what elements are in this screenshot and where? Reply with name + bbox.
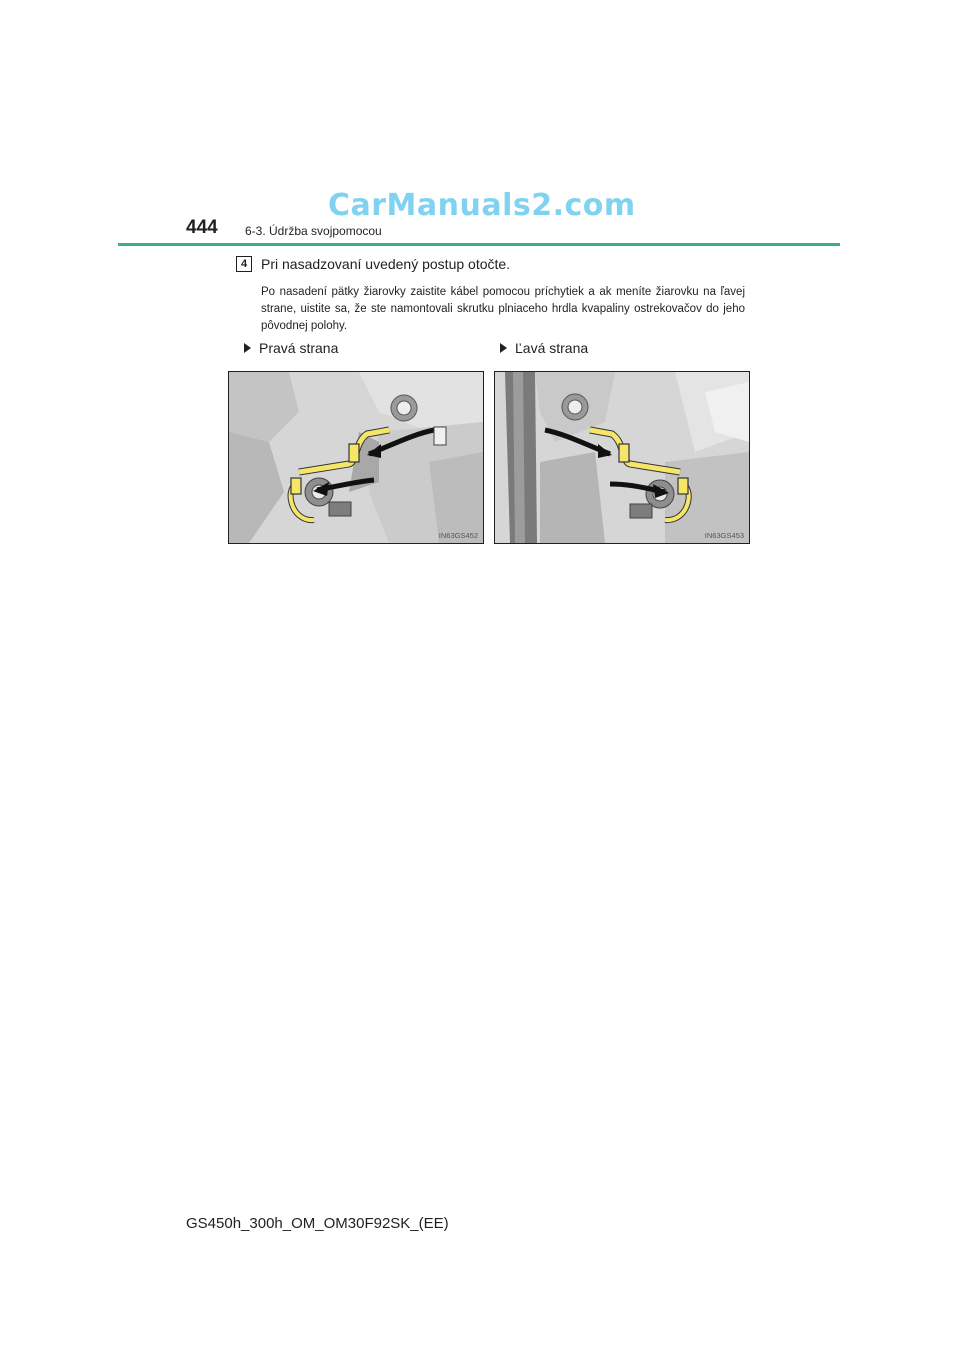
headlight-bulb-illustration-left [495, 372, 749, 543]
section-title: 6-3. Údržba svojpomocou [245, 224, 382, 238]
caption-left-label: Ľavá strana [515, 340, 589, 356]
document-id: GS450h_300h_OM_OM30F92SK_(EE) [186, 1215, 449, 1232]
step-body: Po nasadení pätky žiarovky zaistite kábel pomocou príchytiek a ak meníte žiarovku na ľavej strane, uistite sa, že ste namontovali skrutku plniaceho hrdla kvapaliny ostrekovačov do jeho pôvodnej polohy. [261, 286, 745, 332]
caption-left-side [500, 339, 588, 357]
figure-code-left: IN63GS453 [704, 531, 744, 540]
headlight-bulb-illustration-right [229, 372, 483, 543]
figure-right-side [228, 371, 484, 544]
step-title: Pri nasadzovaní uvedený postup otočte. [261, 256, 511, 272]
page-number: 444 [186, 217, 218, 238]
caption-right-side [244, 339, 338, 357]
watermark: CarManuals2.com [328, 188, 636, 223]
triangle-bullet-icon [244, 343, 251, 353]
step-number-box: 4 [236, 256, 252, 272]
triangle-bullet-icon [500, 343, 507, 353]
caption-right-label: Pravá strana [259, 340, 339, 356]
header-rule [118, 243, 840, 246]
figure-left-side [494, 371, 750, 544]
figure-code-right: IN63GS452 [438, 531, 478, 540]
